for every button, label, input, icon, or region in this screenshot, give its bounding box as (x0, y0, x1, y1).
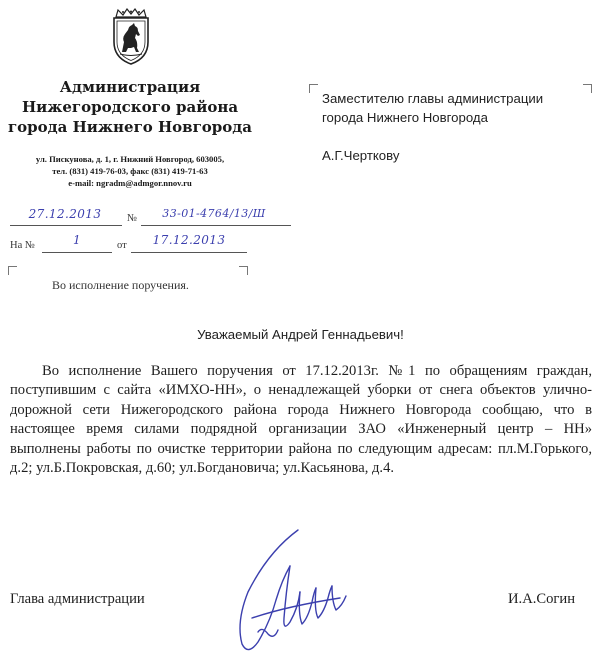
signatory-position: Глава администрации (10, 591, 145, 607)
reply-number-underline (42, 252, 112, 253)
outgoing-number: 33-01-4764/13/Ш (162, 207, 266, 220)
subject-line: Во исполнение поручения. (52, 278, 189, 292)
org-name-line-2: Нижегородского района (21, 98, 239, 116)
address-line-3: e-mail: ngradm@admgor.nnov.ru (68, 178, 192, 188)
org-name-line-1: Администрация (59, 78, 201, 96)
date-underline (10, 225, 122, 226)
recipient-name: А.Г.Черткову (322, 148, 400, 163)
number-underline (141, 225, 291, 226)
signatory-name: И.А.Согин (508, 591, 576, 607)
subject-bracket-right (239, 266, 248, 275)
from-label: от (117, 240, 127, 251)
recipient-line-1: Заместителю главы администрации (322, 91, 544, 106)
reply-date-underline (131, 252, 247, 253)
letter-body: Во исполнение Вашего поручения от 17.12.2013г. №1 по обращениям граждан, поступившим с сайта «ИМХО-НН», о ненадлежащей уборки от снега объектов улично-дорожной сети Нижегородского района города Нижнего Новгорода сообщаю, что в настоящее время силами подрядной организации ЗАО «Инженерный центр – НН» выполнены работы по очистке территории района по следующим адресам: пл.М.Горького, д.2; ул.Б.Покровская, д.60; ул.Богдановича; ул.Касьянова, д.4. (10, 363, 592, 477)
reply-date: 17.12.2013 (152, 233, 226, 247)
recipient-line-2: города Нижнего Новгорода (322, 110, 488, 125)
recipient-bracket-right (583, 84, 592, 93)
reply-number: 1 (72, 233, 82, 247)
subject-bracket-left (8, 266, 17, 275)
number-sign-label: № (127, 213, 138, 224)
salutation: Уважаемый Андрей Геннадьевич! (197, 327, 404, 342)
coat-of-arms-icon (108, 8, 154, 66)
org-name-line-3: города Нижнего Новгорода (7, 118, 253, 136)
reply-to-label: На № (10, 240, 35, 251)
address-line-2: тел. (831) 419-76-03, факс (831) 419-71-63 (52, 166, 208, 176)
handwritten-signature (228, 522, 348, 658)
address-line-1: ул. Пискунова, д. 1, г. Нижний Новгород, 603005, (35, 154, 225, 164)
outgoing-date: 27.12.2013 (28, 207, 102, 221)
recipient-bracket-left (309, 84, 318, 93)
